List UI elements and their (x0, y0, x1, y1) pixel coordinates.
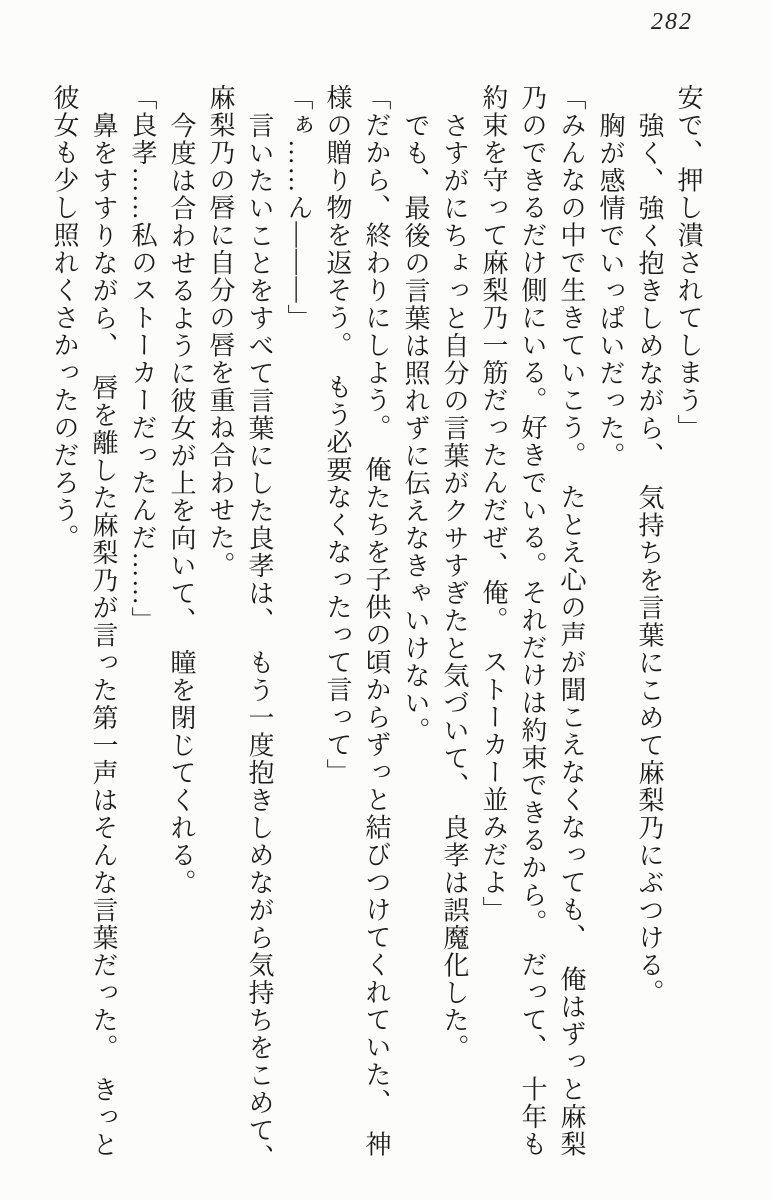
text-column: 彼女も少し照れくさかったのだろう。 (50, 84, 79, 552)
text-block (45, 84, 708, 1184)
text-column: 安で、押し潰されてしまう」 (674, 84, 703, 442)
text-column: 「みんなの中で生きていこう。 たとえ心の声が聞こえなくなっても、 俺はずっと麻梨 (557, 84, 586, 1158)
text-column: 「良孝……私のストーカーだったんだ……」 (128, 84, 157, 634)
text-column: 約束を守って麻梨乃一筋だったんだぜ、俺。 ストーカー並みだよ」 (479, 84, 508, 924)
text-column: でも、最後の言葉は照れずに伝えなきゃいけない。 (401, 111, 430, 744)
page-number: 282 (651, 9, 693, 35)
text-column: 麻梨乃の唇に自分の唇を重ね合わせた。 (206, 84, 235, 579)
text-column: 胸が感情でいっぱいだった。 (596, 111, 625, 469)
text-column: 「だから、終わりにしよう。 俺たちを子供の頃からずっと結びつけてくれていた、 神 (362, 84, 391, 1158)
text-column: 様の贈り物を返そう。 もう必要なくなったって言って」 (323, 84, 352, 786)
text-column: 言いたいことをすべて言葉にした良孝は、 もう一度抱きしめながら気持ちをこめて、 (245, 111, 274, 1171)
text-column: 鼻をすすりながら、 唇を離した麻梨乃が言った第一声はそんな言葉だった。 きっと (89, 111, 118, 1158)
text-column: 「ぁ……ん―――」 (284, 84, 313, 332)
text-column: 強く、強く抱きしめながら、 気持ちを言葉にこめて麻梨乃にぶつける。 (635, 111, 664, 1006)
text-column: 乃のできるだけ側にいる。好きでいる。それだけは約束できるから。 だって、 十年も (518, 84, 547, 1158)
text-column: さすがにちょっと自分の言葉がクサすぎたと気づいて、 良孝は誤魔化した。 (440, 111, 469, 1061)
text-column: 今度は合わせるように彼女が上を向いて、 瞳を閉じてくれる。 (167, 111, 196, 896)
